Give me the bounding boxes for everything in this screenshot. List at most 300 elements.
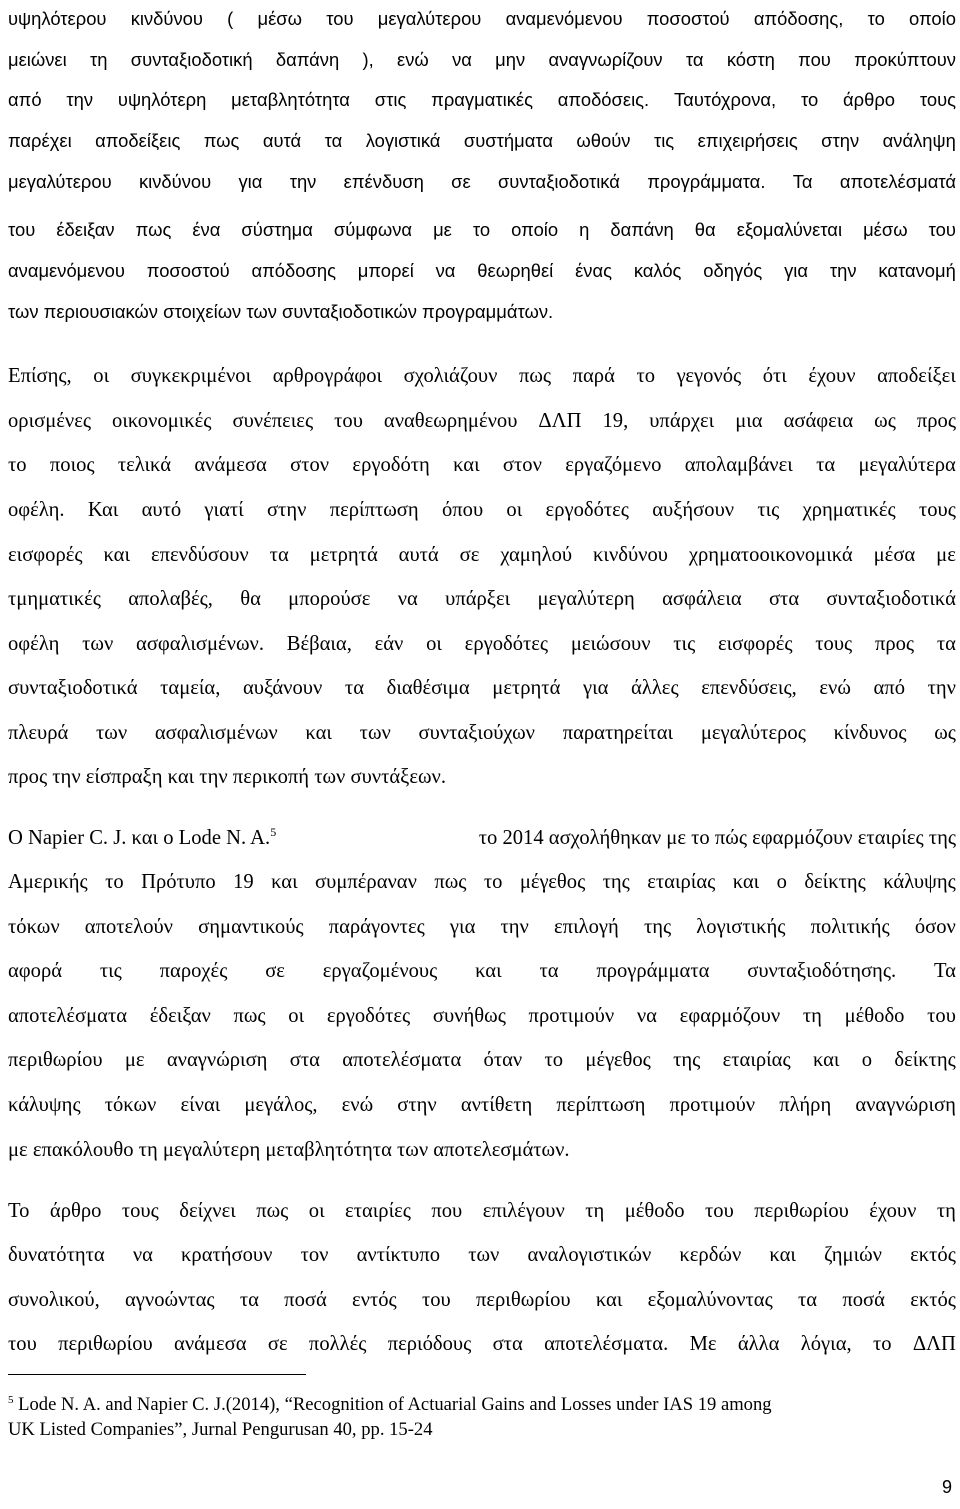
word: ασάφεια [783, 410, 854, 432]
word: με [936, 544, 956, 566]
word: στην [397, 1094, 437, 1116]
word: την [927, 677, 956, 699]
word: ( [227, 8, 234, 29]
word: συνέπειες [232, 410, 314, 432]
word: εργαζομένους [322, 960, 438, 982]
word: εργοδότη [352, 454, 430, 476]
word: δαπάνη [275, 49, 340, 70]
word: απόδοσης, [753, 8, 844, 29]
word: κάλυψης [8, 1094, 81, 1116]
word: εξομαλύνεται [736, 219, 843, 240]
word: με [433, 219, 452, 240]
word: που [798, 49, 831, 70]
word: του [334, 410, 363, 432]
word: κίνδυνος [833, 722, 907, 744]
word: σημαντικούς [198, 916, 304, 938]
word: οφέλη [8, 633, 60, 655]
word: σε [267, 1333, 288, 1355]
word: επιχειρήσεις [697, 130, 798, 151]
footnote-text: Lode N. A. and Napier C. J.(2014), “Recognition of Actuarial Gains and Losses under IAS 19 among [13, 1394, 772, 1415]
word: προγράμματα [596, 960, 710, 982]
word: επιλέγουν [482, 1200, 565, 1222]
word: αναθεωρημένου [383, 410, 518, 432]
word: αυξάνουν [242, 677, 323, 699]
word: μέσω [257, 8, 303, 29]
word: του [928, 219, 956, 240]
word: αποτελέσματα [342, 1049, 462, 1071]
word: ότι [762, 365, 787, 387]
word: εργοδότες [545, 499, 629, 521]
word: παρά [572, 365, 615, 387]
word: μεγαλύτερη [537, 588, 635, 610]
word: στις [374, 89, 407, 110]
word: μην [495, 49, 526, 70]
word: ΔΛΠ [912, 1333, 956, 1355]
word: και [103, 544, 131, 566]
word: πλευρά [8, 722, 69, 744]
word: την [289, 171, 317, 192]
word: στον [502, 454, 542, 476]
word: αναγνώριση [855, 1094, 956, 1116]
word: μέγεθος [585, 1049, 651, 1071]
word: το [636, 365, 656, 387]
word: άλλες [631, 677, 679, 699]
word: προτιμούν [669, 1094, 756, 1116]
word: και [271, 871, 298, 893]
word: σε [265, 960, 285, 982]
word: για [238, 171, 263, 192]
word: δείκτης [804, 871, 866, 893]
word: πως [135, 219, 172, 240]
paragraph-line [8, 917, 956, 938]
paragraph-line [8, 872, 956, 893]
word: το [472, 219, 491, 240]
word: αποδείξει [877, 365, 956, 387]
word: πολιτικής [810, 916, 890, 938]
word: και [732, 871, 760, 893]
word: τη [90, 49, 108, 70]
word: παρέχει [8, 130, 72, 151]
word: σε [451, 171, 471, 192]
paragraph-line [8, 221, 956, 239]
word: άλλα [737, 1333, 780, 1355]
word: αναγνωρίζουν [548, 49, 663, 70]
word: ο [776, 871, 787, 893]
footnote-line [8, 1421, 956, 1440]
sentence-continuation: το 2014 ασχολήθηκαν με το πώς εφαρμόζουν εταιρίες της [478, 827, 956, 849]
word: αποδόσεις. [557, 89, 650, 110]
word: οι [506, 499, 523, 521]
word: ), [362, 49, 374, 70]
word: μέσα [873, 544, 916, 566]
word: τα [269, 544, 289, 566]
paragraph-line [8, 723, 956, 744]
word: ανάμεσα [174, 1333, 247, 1355]
word: την [829, 260, 857, 281]
word: αυτό [141, 499, 182, 521]
word: θεωρηθεί [477, 260, 554, 281]
word: μεγαλύτερος [700, 722, 806, 744]
word: εξομαλύνοντας [647, 1289, 773, 1311]
word: ωθούν [576, 130, 631, 151]
word: αυξήσουν [652, 499, 735, 521]
word: ποσά [284, 1289, 327, 1311]
word: εντός [352, 1289, 397, 1311]
word: του [927, 1005, 956, 1027]
word: αυτά [262, 130, 302, 151]
paragraph-line [8, 366, 956, 387]
word: στα [289, 1049, 320, 1071]
word: μια [735, 410, 763, 432]
word: συμπέραναν [315, 871, 417, 893]
word: εταιρίας [722, 1049, 791, 1071]
word: της [643, 916, 672, 938]
word: χρηματικές [802, 499, 896, 521]
word: υψηλότερου [8, 8, 107, 29]
authors-text: Ο Napier C. J. και ο Lode N. A.$^5$ [8, 825, 277, 849]
word: έχουν [869, 1200, 917, 1222]
word: ζημιών [824, 1244, 882, 1266]
word: μπορεί [357, 260, 414, 281]
word: τον [300, 1244, 329, 1266]
word: πως [203, 130, 240, 151]
word: τα [239, 1289, 259, 1311]
word: του [421, 1289, 451, 1311]
word: για [449, 916, 476, 938]
word: ασφαλισμένων. [136, 633, 264, 655]
paragraph-line [8, 1334, 956, 1355]
word: σύστημα [241, 219, 313, 240]
word: εισφορές [8, 544, 83, 566]
word: λογιστικής [696, 916, 786, 938]
paragraph-line [8, 91, 956, 109]
word: κόστη [726, 49, 775, 70]
word: ενώ [819, 677, 851, 699]
word: μέγεθος [519, 871, 586, 893]
word: Το [8, 1200, 30, 1222]
word: εφαρμόζουν [679, 1005, 781, 1027]
paragraph-line [8, 1006, 956, 1027]
word: τα [539, 960, 559, 982]
word: χαμηλού [500, 544, 573, 566]
word: τα [324, 130, 343, 151]
word: αποτελέσματα [8, 1005, 128, 1027]
word: δυνατότητα [8, 1244, 105, 1266]
word: εταιρίας [647, 871, 716, 893]
word: ορισμένες [8, 410, 92, 432]
word: και [305, 722, 332, 744]
word: τα [344, 677, 364, 699]
word: οι [308, 1200, 325, 1222]
word: εισφορές [717, 633, 793, 655]
word: έδειξαν [149, 1005, 211, 1027]
word: το [105, 871, 124, 893]
word: εκτός [910, 1289, 956, 1311]
word: επενδύσεις, [701, 677, 797, 699]
word: αγνοώντας [125, 1289, 215, 1311]
word: από [8, 89, 42, 110]
word: ενώ [397, 49, 429, 70]
word: δαπάνη [610, 219, 674, 240]
word: του [705, 1200, 734, 1222]
word: λογιστικά [365, 130, 441, 151]
word: των [82, 633, 114, 655]
word: τόκων [104, 1094, 157, 1116]
word: υπάρξει [445, 588, 511, 610]
word: μεγαλύτερα [858, 454, 956, 476]
word: του [8, 219, 36, 240]
word: πως [256, 1200, 289, 1222]
word: αποδείξεις [95, 130, 181, 151]
word: πολλές [308, 1333, 367, 1355]
word: την [66, 89, 94, 110]
word: του [326, 8, 354, 29]
paragraph-line [8, 411, 956, 432]
word: περιόδους [387, 1333, 472, 1355]
word: παρατηρείται [562, 722, 674, 744]
word: και [769, 1244, 796, 1266]
word: το [8, 454, 27, 476]
word: το [800, 89, 819, 110]
word: εταιρίες [345, 1200, 411, 1222]
word: για [784, 260, 808, 281]
word: αναγνώριση [166, 1049, 268, 1071]
word: προς [916, 410, 956, 432]
word: τα [936, 633, 956, 655]
word: στα [492, 1333, 523, 1355]
word: αντίθετη [460, 1094, 533, 1116]
word: να [452, 49, 472, 70]
word: και [453, 454, 480, 476]
word: κατανομή [878, 260, 956, 281]
word: επένδυση [343, 171, 424, 192]
word: οι [288, 1005, 305, 1027]
word: πως [434, 871, 467, 893]
word: 19 [233, 871, 254, 893]
word: προκύπτουν [854, 49, 956, 70]
word: αναμενόμενου [8, 260, 125, 281]
word: άρθρο [49, 1200, 102, 1222]
word: κάλυψης [883, 871, 956, 893]
footnote-text: UK Listed Companies”, Jurnal Pengurusan 40, pp. 15-24 [8, 1419, 433, 1440]
word: συγκεκριμένοι [130, 365, 252, 387]
word: σχολιάζουν [403, 365, 498, 387]
word: 19, [602, 410, 629, 432]
word: αναλογιστικών [527, 1244, 652, 1266]
word: τους [121, 1200, 159, 1222]
word: Ταυτόχρονα, [673, 89, 777, 110]
word: καλός [633, 260, 682, 281]
word: θα [240, 588, 261, 610]
word: προτιμούν [528, 1005, 615, 1027]
word: αποτελούν [84, 916, 173, 938]
word: Πρότυπο [141, 871, 216, 893]
word: το [483, 871, 503, 893]
word: στον [290, 454, 330, 476]
word: ανάμεσα [194, 454, 267, 476]
word: ένα [192, 219, 221, 240]
word: κινδύνου [593, 544, 668, 566]
word: πραγματικές [431, 89, 533, 110]
word: γιατί [204, 499, 244, 521]
word: υπάρχει [649, 410, 715, 432]
word: πως [518, 365, 552, 387]
word: οι [93, 365, 110, 387]
word: λόγια, [800, 1333, 852, 1355]
word: να [435, 260, 456, 281]
footnote-number: 5 [8, 1393, 14, 1406]
word: συστήματα [463, 130, 553, 151]
word: χρηματοοικονομικά [688, 544, 853, 566]
word: της [673, 1049, 701, 1071]
word: τους [919, 89, 956, 110]
word: ένας [575, 260, 612, 281]
paragraph-line [8, 132, 956, 150]
footnote-line [8, 1393, 956, 1415]
page-number: 9 [941, 1477, 952, 1497]
word: περιθωρίου [754, 1200, 849, 1222]
word: ως [934, 722, 956, 744]
word: μπορούσε [288, 588, 371, 610]
word: οι [426, 633, 442, 655]
word: οποίο [909, 8, 956, 29]
word: να [397, 588, 418, 610]
word: ποσοστού [146, 260, 230, 281]
word: μέθοδο [844, 1005, 905, 1027]
word: του [8, 1333, 37, 1355]
word: συνταξιοδοτικά [826, 588, 956, 610]
paragraph-line [8, 961, 956, 982]
word: περίπτωση [556, 1094, 646, 1116]
word: είναι [180, 1094, 221, 1116]
word: διαθέσιμα [386, 677, 470, 699]
word: υψηλότερη [117, 89, 207, 110]
word: τους [918, 499, 956, 521]
word: σύμφωνα [333, 219, 413, 240]
word: ασφαλισμένων [154, 722, 278, 744]
word: έχουν [808, 365, 856, 387]
word: μειώσουν [570, 633, 651, 655]
word: μεγαλύτερου [8, 171, 112, 192]
word: μέσω [863, 219, 908, 240]
word: των [359, 722, 391, 744]
paragraph-line: προς την είσπραξη και την περικοπή των συντάξεων. [8, 766, 447, 788]
word: Τα [933, 960, 956, 982]
word: αρθρογράφοι [272, 365, 383, 387]
word: τόκων [8, 916, 60, 938]
word: μεγάλος, [244, 1094, 318, 1116]
word: Και [87, 499, 119, 521]
word: εργαζόμενο [565, 454, 662, 476]
footnote-separator [8, 1374, 306, 1375]
word: αφορά [8, 960, 63, 982]
word: αποτελέσματα. [544, 1333, 669, 1355]
word: απόδοσης [251, 260, 336, 281]
word: τις [653, 130, 675, 151]
paragraph-line [8, 262, 956, 280]
word: τα [685, 49, 704, 70]
word: Τα [792, 171, 813, 192]
paragraph-line [8, 500, 956, 521]
paragraph-line [8, 1290, 956, 1311]
word: αναμενόμενου [505, 8, 623, 29]
word: αποτελέσματά [839, 171, 956, 192]
paragraph-line [8, 1050, 956, 1071]
word: να [132, 1244, 153, 1266]
word: Με [689, 1333, 717, 1355]
paragraph-line [8, 634, 956, 655]
word: εκτός [910, 1244, 956, 1266]
word: και [595, 1289, 623, 1311]
word: ποσοστού [646, 8, 730, 29]
word: περιθωρίου [475, 1289, 571, 1311]
word: ποσά [842, 1289, 885, 1311]
paragraph-line [8, 1095, 956, 1116]
word: στην [821, 130, 860, 151]
word: το [544, 1049, 564, 1071]
word: ως [874, 410, 896, 432]
word: την [500, 916, 529, 938]
word: τις [673, 633, 696, 655]
paragraph-line [8, 589, 956, 610]
word: Επίσης, [8, 365, 72, 387]
word: περίπτωση [329, 499, 419, 521]
word: περιθωρίου [8, 1049, 103, 1071]
word: δείχνει [179, 1200, 236, 1222]
word: δείκτης [894, 1049, 956, 1071]
word: από [873, 677, 905, 699]
word: κινδύνου [130, 8, 203, 29]
word: μέθοδο [624, 1200, 685, 1222]
word: τις [757, 499, 780, 521]
word: συνταξιούχων [418, 722, 535, 744]
word: για [582, 677, 609, 699]
word: ασφάλεια [662, 588, 742, 610]
word: τη [936, 1200, 956, 1222]
word: εάν [374, 633, 404, 655]
word: στην [266, 499, 307, 521]
word: παροχές [159, 960, 228, 982]
word: η [579, 219, 590, 240]
word: οδηγός [703, 260, 763, 281]
word: μετρητά [492, 677, 561, 699]
paragraph-line [8, 1201, 956, 1222]
word: συνταξιοδοτικά [497, 171, 620, 192]
word: τα [798, 1289, 818, 1311]
word: αντίκτυπο [356, 1244, 441, 1266]
word: θα [694, 219, 716, 240]
word: συνολικού, [8, 1289, 100, 1311]
word: πως [233, 1005, 266, 1027]
word: ποιος [49, 454, 95, 476]
word: προγράμματα. [647, 171, 766, 192]
word: μειώνει [8, 49, 67, 70]
word: κινδύνου [138, 171, 212, 192]
paragraph-line [8, 455, 956, 476]
word: ΔΛΠ [538, 410, 582, 432]
word: οικονομικές [112, 410, 212, 432]
word: όταν [483, 1049, 523, 1071]
word: μεταβλητότητα [231, 89, 350, 110]
word: όπου [441, 499, 484, 521]
word: κερδών [679, 1244, 742, 1266]
word: άρθρο [843, 89, 896, 110]
word: τις [99, 960, 122, 982]
word: ενώ [341, 1094, 374, 1116]
word: συνήθως [432, 1005, 506, 1027]
paragraph-line [8, 10, 956, 28]
paragraph-line [8, 545, 956, 566]
